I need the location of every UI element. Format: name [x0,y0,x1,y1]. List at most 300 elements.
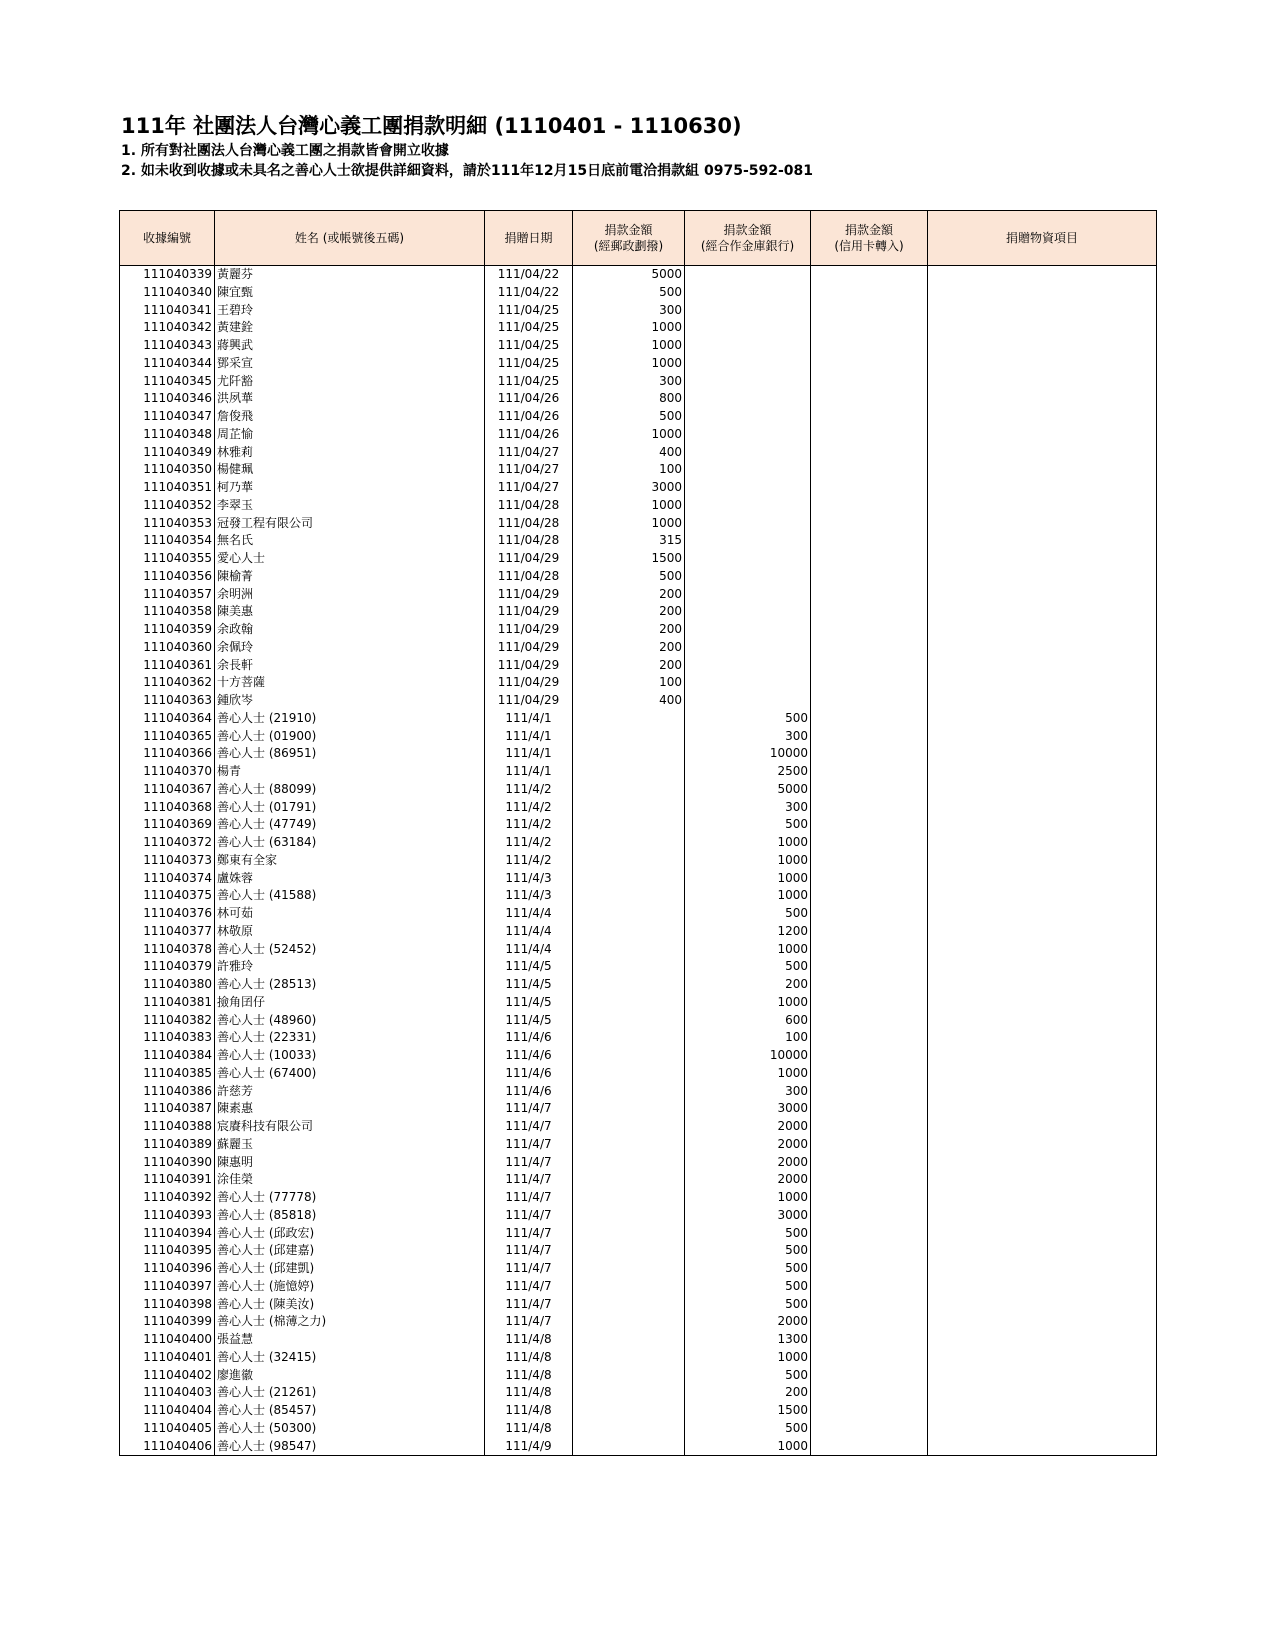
table-row [120,657,1157,675]
donated-items-cell [928,461,1157,479]
donated-items-cell [928,1154,1157,1172]
table-row [120,941,1157,959]
bank-amount-cell [685,515,811,533]
donated-items-cell [928,1189,1157,1207]
donated-items-cell [928,284,1157,302]
donor-name-cell: 善心人士 (98547) [215,1438,485,1456]
postal-amount-cell [573,1083,685,1101]
receipt-no-cell: 111040379 [120,958,215,976]
donated-items-cell [928,816,1157,834]
postal-amount-cell: 100 [573,674,685,692]
bank-amount-cell: 200 [685,976,811,994]
table-row [120,639,1157,657]
donated-items-cell [928,799,1157,817]
header-donated-items: 捐贈物資項目 [928,211,1157,266]
bank-amount-cell: 2000 [685,1154,811,1172]
table-row [120,887,1157,905]
postal-amount-cell [573,1012,685,1030]
card-amount-cell [811,390,928,408]
card-amount-cell [811,1065,928,1083]
donated-items-cell [928,408,1157,426]
donor-name-cell: 余佩玲 [215,639,485,657]
receipt-no-cell: 111040388 [120,1118,215,1136]
donation-date-cell: 111/04/28 [485,532,573,550]
table-row [120,852,1157,870]
card-amount-cell [811,1171,928,1189]
donated-items-cell [928,1313,1157,1331]
donated-items-cell [928,479,1157,497]
bank-amount-cell: 1000 [685,1438,811,1456]
table-row [120,1100,1157,1118]
bank-amount-cell: 2000 [685,1171,811,1189]
donor-name-cell: 鍾欣岑 [215,692,485,710]
table-row [120,550,1157,568]
donated-items-cell [928,1225,1157,1243]
bank-amount-cell [685,408,811,426]
donated-items-cell [928,1136,1157,1154]
table-row [120,444,1157,462]
bank-amount-cell [685,266,811,284]
donation-date-cell: 111/4/7 [485,1118,573,1136]
donated-items-cell [928,603,1157,621]
postal-amount-cell [573,781,685,799]
receipt-no-cell: 111040387 [120,1100,215,1118]
donated-items-cell [928,1384,1157,1402]
bank-amount-cell [685,586,811,604]
card-amount-cell [811,408,928,426]
header-postal-line1: 捐款金額 [604,223,653,237]
header-bank-line2: (經合作金庫銀行) [700,239,795,253]
table-row [120,568,1157,586]
donation-date-cell: 111/4/5 [485,976,573,994]
card-amount-cell [811,479,928,497]
card-amount-cell [811,763,928,781]
table-row [120,426,1157,444]
bank-amount-cell [685,319,811,337]
header-card-line2: (信用卡轉入) [834,239,904,253]
card-amount-cell [811,1438,928,1456]
bank-amount-cell: 10000 [685,745,811,763]
postal-amount-cell: 400 [573,692,685,710]
receipt-no-cell: 111040348 [120,426,215,444]
receipt-no-cell: 111040360 [120,639,215,657]
card-amount-cell [811,1029,928,1047]
header-postal-amount [573,211,685,266]
donation-date-cell: 111/04/26 [485,390,573,408]
table-row [120,461,1157,479]
postal-amount-cell [573,941,685,959]
donated-items-cell [928,887,1157,905]
card-amount-cell [811,799,928,817]
donor-name-cell: 余長軒 [215,657,485,675]
bank-amount-cell: 300 [685,1083,811,1101]
donation-date-cell: 111/4/3 [485,887,573,905]
table-row [120,1242,1157,1260]
postal-amount-cell: 200 [573,621,685,639]
donation-date-cell: 111/4/4 [485,905,573,923]
table-row [120,302,1157,320]
receipt-no-cell: 111040401 [120,1349,215,1367]
donor-name-cell: 善心人士 (47749) [215,816,485,834]
card-amount-cell [811,461,928,479]
donor-name-cell: 許慈芳 [215,1083,485,1101]
table-row [120,319,1157,337]
table-row [120,745,1157,763]
donated-items-cell [928,1331,1157,1349]
postal-amount-cell: 1000 [573,355,685,373]
donation-date-cell: 111/04/25 [485,302,573,320]
donation-date-cell: 111/04/29 [485,674,573,692]
postal-amount-cell [573,958,685,976]
table-row [120,1278,1157,1296]
donated-items-cell [928,763,1157,781]
donor-name-cell: 善心人士 (01791) [215,799,485,817]
donation-date-cell: 111/4/1 [485,710,573,728]
donated-items-cell [928,692,1157,710]
card-amount-cell [811,976,928,994]
receipt-no-cell: 111040381 [120,994,215,1012]
header-bank-amount [685,211,811,266]
table-row [120,515,1157,533]
donor-name-cell: 林可茹 [215,905,485,923]
table-row [120,834,1157,852]
bank-amount-cell [685,284,811,302]
receipt-no-cell: 111040405 [120,1420,215,1438]
receipt-no-cell: 111040362 [120,674,215,692]
donation-date-cell: 111/4/7 [485,1207,573,1225]
postal-amount-cell [573,976,685,994]
donation-date-cell: 111/04/26 [485,408,573,426]
postal-amount-cell [573,1313,685,1331]
donor-name-cell: 善心人士 (施憶婷) [215,1278,485,1296]
postal-amount-cell [573,1136,685,1154]
donation-date-cell: 111/4/2 [485,834,573,852]
donated-items-cell [928,1260,1157,1278]
postal-amount-cell [573,1225,685,1243]
postal-amount-cell: 1500 [573,550,685,568]
postal-amount-cell: 3000 [573,479,685,497]
bank-amount-cell [685,497,811,515]
donation-date-cell: 111/04/22 [485,266,573,284]
donor-name-cell: 善心人士 (32415) [215,1349,485,1367]
card-amount-cell [811,1012,928,1030]
donor-name-cell: 黃建銓 [215,319,485,337]
donated-items-cell [928,337,1157,355]
table-row [120,284,1157,302]
bank-amount-cell [685,355,811,373]
postal-amount-cell: 300 [573,302,685,320]
receipt-no-cell: 111040394 [120,1225,215,1243]
postal-amount-cell: 500 [573,408,685,426]
postal-amount-cell [573,887,685,905]
donated-items-cell [928,834,1157,852]
donor-name-cell: 陳惠明 [215,1154,485,1172]
donor-name-cell: 周芷愉 [215,426,485,444]
bank-amount-cell [685,550,811,568]
donated-items-cell [928,426,1157,444]
bank-amount-cell: 200 [685,1384,811,1402]
bank-amount-cell [685,302,811,320]
postal-amount-cell [573,799,685,817]
donated-items-cell [928,870,1157,888]
postal-amount-cell [573,728,685,746]
donor-name-cell: 善心人士 (棉薄之力) [215,1313,485,1331]
receipt-no-cell: 111040386 [120,1083,215,1101]
donor-name-cell: 鄭東有全家 [215,852,485,870]
receipt-no-cell: 111040397 [120,1278,215,1296]
table-row [120,1136,1157,1154]
donation-date-cell: 111/4/1 [485,745,573,763]
postal-amount-cell: 200 [573,639,685,657]
bank-amount-cell [685,692,811,710]
receipt-no-cell: 111040375 [120,887,215,905]
postal-amount-cell [573,905,685,923]
bank-amount-cell [685,337,811,355]
donation-date-cell: 111/04/27 [485,479,573,497]
receipt-no-cell: 111040356 [120,568,215,586]
donated-items-cell [928,976,1157,994]
postal-amount-cell [573,1242,685,1260]
postal-amount-cell [573,1154,685,1172]
donated-items-cell [928,1278,1157,1296]
donated-items-cell [928,941,1157,959]
header-bank-line1: 捐款金額 [723,223,772,237]
table-row [120,1260,1157,1278]
donation-date-cell: 111/4/9 [485,1438,573,1456]
postal-amount-cell: 200 [573,586,685,604]
table-row [120,1171,1157,1189]
bank-amount-cell: 500 [685,1367,811,1385]
donor-name-cell: 陳素惠 [215,1100,485,1118]
donation-date-cell: 111/4/7 [485,1278,573,1296]
header-date: 捐贈日期 [485,211,573,266]
donor-name-cell: 余政翰 [215,621,485,639]
bank-amount-cell: 1000 [685,852,811,870]
donor-name-cell: 詹俊飛 [215,408,485,426]
table-row [120,1047,1157,1065]
donor-name-cell: 愛心人士 [215,550,485,568]
donated-items-cell [928,444,1157,462]
donation-date-cell: 111/4/8 [485,1349,573,1367]
bank-amount-cell: 1000 [685,870,811,888]
card-amount-cell [811,515,928,533]
bank-amount-cell: 1000 [685,834,811,852]
table-row [120,532,1157,550]
donated-items-cell [928,905,1157,923]
bank-amount-cell [685,674,811,692]
donor-name-cell: 陳宜甄 [215,284,485,302]
postal-amount-cell: 200 [573,603,685,621]
donated-items-cell [928,1029,1157,1047]
card-amount-cell [811,621,928,639]
donation-date-cell: 111/4/8 [485,1367,573,1385]
receipt-no-cell: 111040391 [120,1171,215,1189]
donation-date-cell: 111/04/22 [485,284,573,302]
card-amount-cell [811,1225,928,1243]
card-amount-cell [811,657,928,675]
donated-items-cell [928,1349,1157,1367]
receipt-no-cell: 111040376 [120,905,215,923]
card-amount-cell [811,1402,928,1420]
postal-amount-cell [573,1118,685,1136]
donated-items-cell [928,532,1157,550]
card-amount-cell [811,905,928,923]
bank-amount-cell: 1000 [685,1349,811,1367]
receipt-no-cell: 111040389 [120,1136,215,1154]
card-amount-cell [811,497,928,515]
table-row [120,1189,1157,1207]
donor-name-cell: 林雅莉 [215,444,485,462]
table-row [120,390,1157,408]
bank-amount-cell: 5000 [685,781,811,799]
bank-amount-cell: 1000 [685,994,811,1012]
donation-date-cell: 111/4/1 [485,763,573,781]
donor-name-cell: 善心人士 (21910) [215,710,485,728]
card-amount-cell [811,1047,928,1065]
donor-name-cell: 許雅玲 [215,958,485,976]
card-amount-cell [811,781,928,799]
table-row [120,816,1157,834]
bank-amount-cell: 3000 [685,1100,811,1118]
donor-name-cell: 撿角囝仔 [215,994,485,1012]
donated-items-cell [928,1438,1157,1456]
table-row [120,621,1157,639]
card-amount-cell [811,1242,928,1260]
table-row [120,728,1157,746]
postal-amount-cell: 1000 [573,497,685,515]
receipt-no-cell: 111040372 [120,834,215,852]
donation-date-cell: 111/4/2 [485,799,573,817]
bank-amount-cell: 500 [685,1420,811,1438]
donor-name-cell: 林敬原 [215,923,485,941]
bank-amount-cell [685,426,811,444]
card-amount-cell [811,887,928,905]
card-amount-cell [811,284,928,302]
donated-items-cell [928,745,1157,763]
postal-amount-cell [573,1100,685,1118]
donation-date-cell: 111/4/5 [485,994,573,1012]
donor-name-cell: 善心人士 (86951) [215,745,485,763]
donation-date-cell: 111/04/29 [485,657,573,675]
donated-items-cell [928,639,1157,657]
donor-name-cell: 善心人士 (邱建嘉) [215,1242,485,1260]
postal-amount-cell [573,1278,685,1296]
postal-amount-cell [573,923,685,941]
table-body [120,266,1157,1456]
receipt-no-cell: 111040359 [120,621,215,639]
table-row [120,408,1157,426]
table-row [120,781,1157,799]
donated-items-cell [928,319,1157,337]
card-amount-cell [811,852,928,870]
bank-amount-cell: 500 [685,958,811,976]
bank-amount-cell [685,621,811,639]
donor-name-cell: 善心人士 (52452) [215,941,485,959]
receipt-no-cell: 111040361 [120,657,215,675]
postal-amount-cell [573,1420,685,1438]
donation-date-cell: 111/4/6 [485,1065,573,1083]
donation-date-cell: 111/04/25 [485,337,573,355]
donated-items-cell [928,1065,1157,1083]
receipt-no-cell: 111040392 [120,1189,215,1207]
postal-amount-cell [573,1402,685,1420]
receipt-no-cell: 111040345 [120,373,215,391]
card-amount-cell [811,941,928,959]
donor-name-cell: 善心人士 (邱建凱) [215,1260,485,1278]
donation-date-cell: 111/04/29 [485,639,573,657]
card-amount-cell [811,692,928,710]
card-amount-cell [811,1384,928,1402]
postal-amount-cell: 100 [573,461,685,479]
donor-name-cell: 善心人士 (41588) [215,887,485,905]
donation-date-cell: 111/04/29 [485,586,573,604]
postal-amount-cell [573,1296,685,1314]
table-row [120,1420,1157,1438]
donated-items-cell [928,515,1157,533]
donor-name-cell: 張益慧 [215,1331,485,1349]
receipt-no-cell: 111040390 [120,1154,215,1172]
bank-amount-cell: 1000 [685,1065,811,1083]
donated-items-cell [928,586,1157,604]
table-row [120,1083,1157,1101]
table-row [120,994,1157,1012]
table-row [120,1118,1157,1136]
card-amount-cell [811,355,928,373]
receipt-no-cell: 111040377 [120,923,215,941]
receipt-no-cell: 111040378 [120,941,215,959]
bank-amount-cell [685,532,811,550]
donation-table [119,210,1157,1456]
receipt-no-cell: 111040357 [120,586,215,604]
donated-items-cell [928,390,1157,408]
donated-items-cell [928,728,1157,746]
donated-items-cell [928,710,1157,728]
header-card-amount [811,211,928,266]
donor-name-cell: 善心人士 (10033) [215,1047,485,1065]
donor-name-cell: 善心人士 (88099) [215,781,485,799]
table-row [120,870,1157,888]
receipt-no-cell: 111040380 [120,976,215,994]
table-row [120,1029,1157,1047]
donated-items-cell [928,674,1157,692]
donation-date-cell: 111/4/7 [485,1296,573,1314]
table-row [120,337,1157,355]
receipt-no-cell: 111040370 [120,763,215,781]
donation-date-cell: 111/04/25 [485,373,573,391]
postal-amount-cell: 500 [573,568,685,586]
receipt-no-cell: 111040346 [120,390,215,408]
page-title: 111年 社團法人台灣心義工團捐款明細 (1110401 - 1110630) [121,114,742,138]
table-row [120,586,1157,604]
bank-amount-cell [685,444,811,462]
donated-items-cell [928,1100,1157,1118]
donor-name-cell: 陳榆菁 [215,568,485,586]
donated-items-cell [928,958,1157,976]
donor-name-cell: 陳美惠 [215,603,485,621]
table-row [120,1313,1157,1331]
receipt-no-cell: 111040404 [120,1402,215,1420]
card-amount-cell [811,1189,928,1207]
donated-items-cell [928,1118,1157,1136]
postal-amount-cell [573,852,685,870]
card-amount-cell [811,745,928,763]
card-amount-cell [811,1100,928,1118]
bank-amount-cell: 500 [685,710,811,728]
donation-date-cell: 111/04/29 [485,603,573,621]
donor-name-cell: 黃麗芬 [215,266,485,284]
bank-amount-cell: 500 [685,1296,811,1314]
table-row [120,1225,1157,1243]
